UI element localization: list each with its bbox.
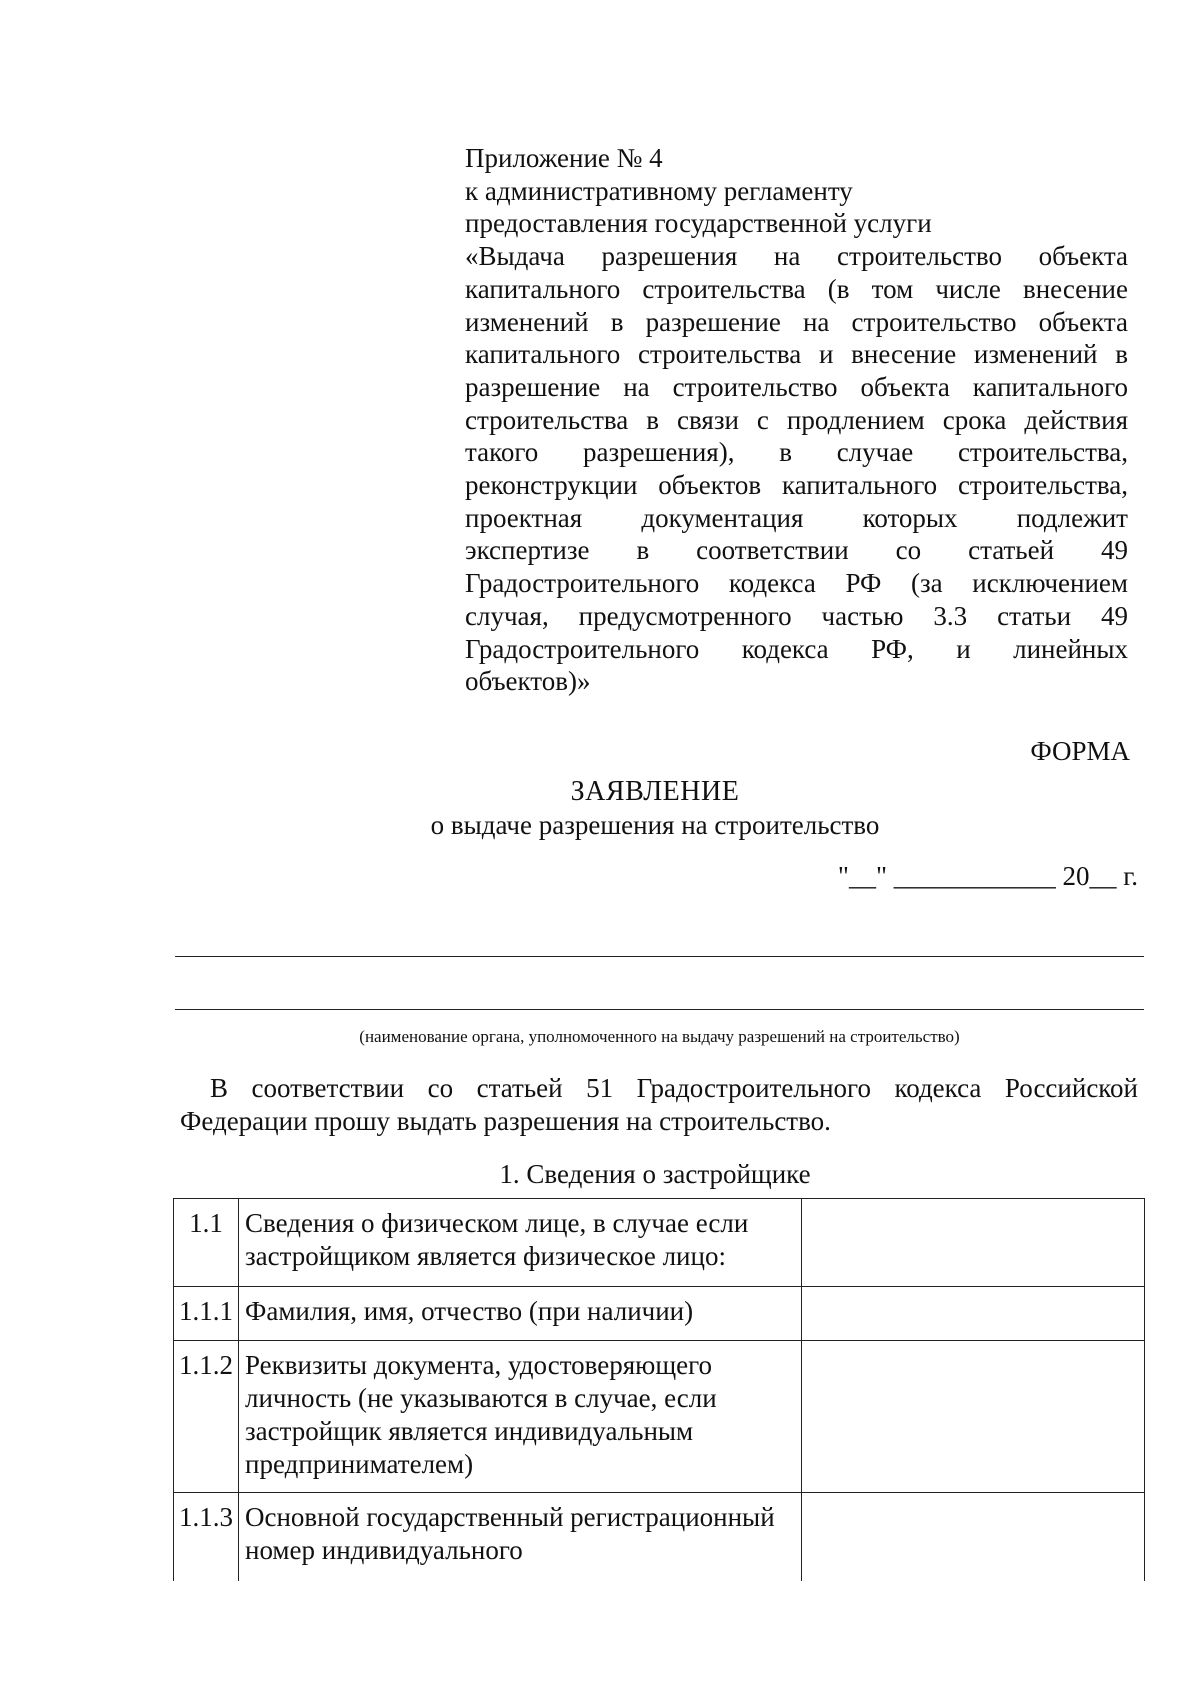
appendix-line: Градостроительного кодекса РФ, и линейных — [465, 633, 1128, 664]
table-row — [174, 1493, 1145, 1581]
document-title: ЗАЯВЛЕНИЕ — [570, 776, 740, 807]
appendix-line: к административному регламенту — [465, 175, 853, 206]
authority-caption: (наименование органа, уполномоченного на выдачу разрешений на строительство) — [359, 1027, 960, 1046]
intro-line: В соответствии со статьей 51 Градостроительного кодекса Российской — [210, 1073, 1138, 1103]
row-description: Фамилия, имя, отчество (при наличии) — [239, 1287, 802, 1341]
row-value-field[interactable] — [802, 1493, 1145, 1581]
authority-line-2[interactable] — [175, 1009, 1144, 1010]
appendix-line: Приложение № 4 — [465, 143, 663, 173]
appendix-line: предоставления государственной услуги — [465, 208, 932, 239]
section-title: 1. Сведения о застройщике — [499, 1159, 811, 1189]
appendix-line: изменений в разрешение на строительство объекта — [465, 306, 1128, 337]
table-row — [174, 1199, 1145, 1287]
document-subtitle: о выдаче разрешения на строительство — [430, 810, 880, 840]
row-number: 1.1.1 — [174, 1287, 239, 1341]
appendix-header — [465, 142, 1128, 698]
appendix-line: капитального строительства и внесение изменений в — [465, 339, 1128, 370]
intro-line: Федерации прошу выдать разрешения на строительство. — [180, 1106, 831, 1136]
date-field[interactable]: "__" ____________ 20__ г. — [837, 861, 1138, 891]
row-value-field[interactable] — [802, 1287, 1145, 1341]
appendix-line: «Выдача разрешения на строительство объекта — [465, 241, 1128, 272]
row-value-field[interactable] — [802, 1341, 1145, 1493]
appendix-line: объектов)» — [465, 666, 591, 697]
form-label: ФОРМА — [1030, 736, 1130, 766]
appendix-line: реконструкции объектов капитального строительства, — [465, 470, 1128, 501]
intro-paragraph — [180, 1072, 1138, 1138]
row-description: Сведения о физическом лице, в случае если застройщиком является физическое лицо: — [239, 1199, 802, 1287]
appendix-line: Градостроительного кодекса РФ (за исключением — [465, 568, 1128, 599]
table-row — [174, 1341, 1145, 1493]
appendix-line: экспертизе в соответствии со статьей 49 — [465, 535, 1128, 566]
row-description: Основной государственный регистрационный номер индивидуального — [239, 1493, 802, 1581]
row-number: 1.1 — [174, 1199, 239, 1287]
appendix-line: разрешение на строительство объекта капитального — [465, 371, 1128, 402]
row-number: 1.1.3 — [174, 1493, 239, 1581]
appendix-line: капитального строительства (в том числе внесение — [465, 273, 1128, 304]
appendix-line: такого разрешения), в случае строительства, — [465, 437, 1128, 468]
appendix-line: случая, предусмотренного частью 3.3 статьи 49 — [465, 600, 1128, 631]
row-value-field[interactable] — [802, 1199, 1145, 1287]
table-row — [174, 1287, 1145, 1341]
authority-line-1[interactable] — [175, 956, 1144, 957]
appendix-line: проектная документация которых подлежит — [465, 502, 1128, 533]
appendix-line: строительства в связи с продлением срока действия — [465, 404, 1128, 435]
developer-info-table — [173, 1198, 1145, 1581]
row-number: 1.1.2 — [174, 1341, 239, 1493]
row-description: Реквизиты документа, удостоверяющего личность (не указываются в случае, если застройщик является индивидуальным предпринимателем) — [239, 1341, 802, 1493]
